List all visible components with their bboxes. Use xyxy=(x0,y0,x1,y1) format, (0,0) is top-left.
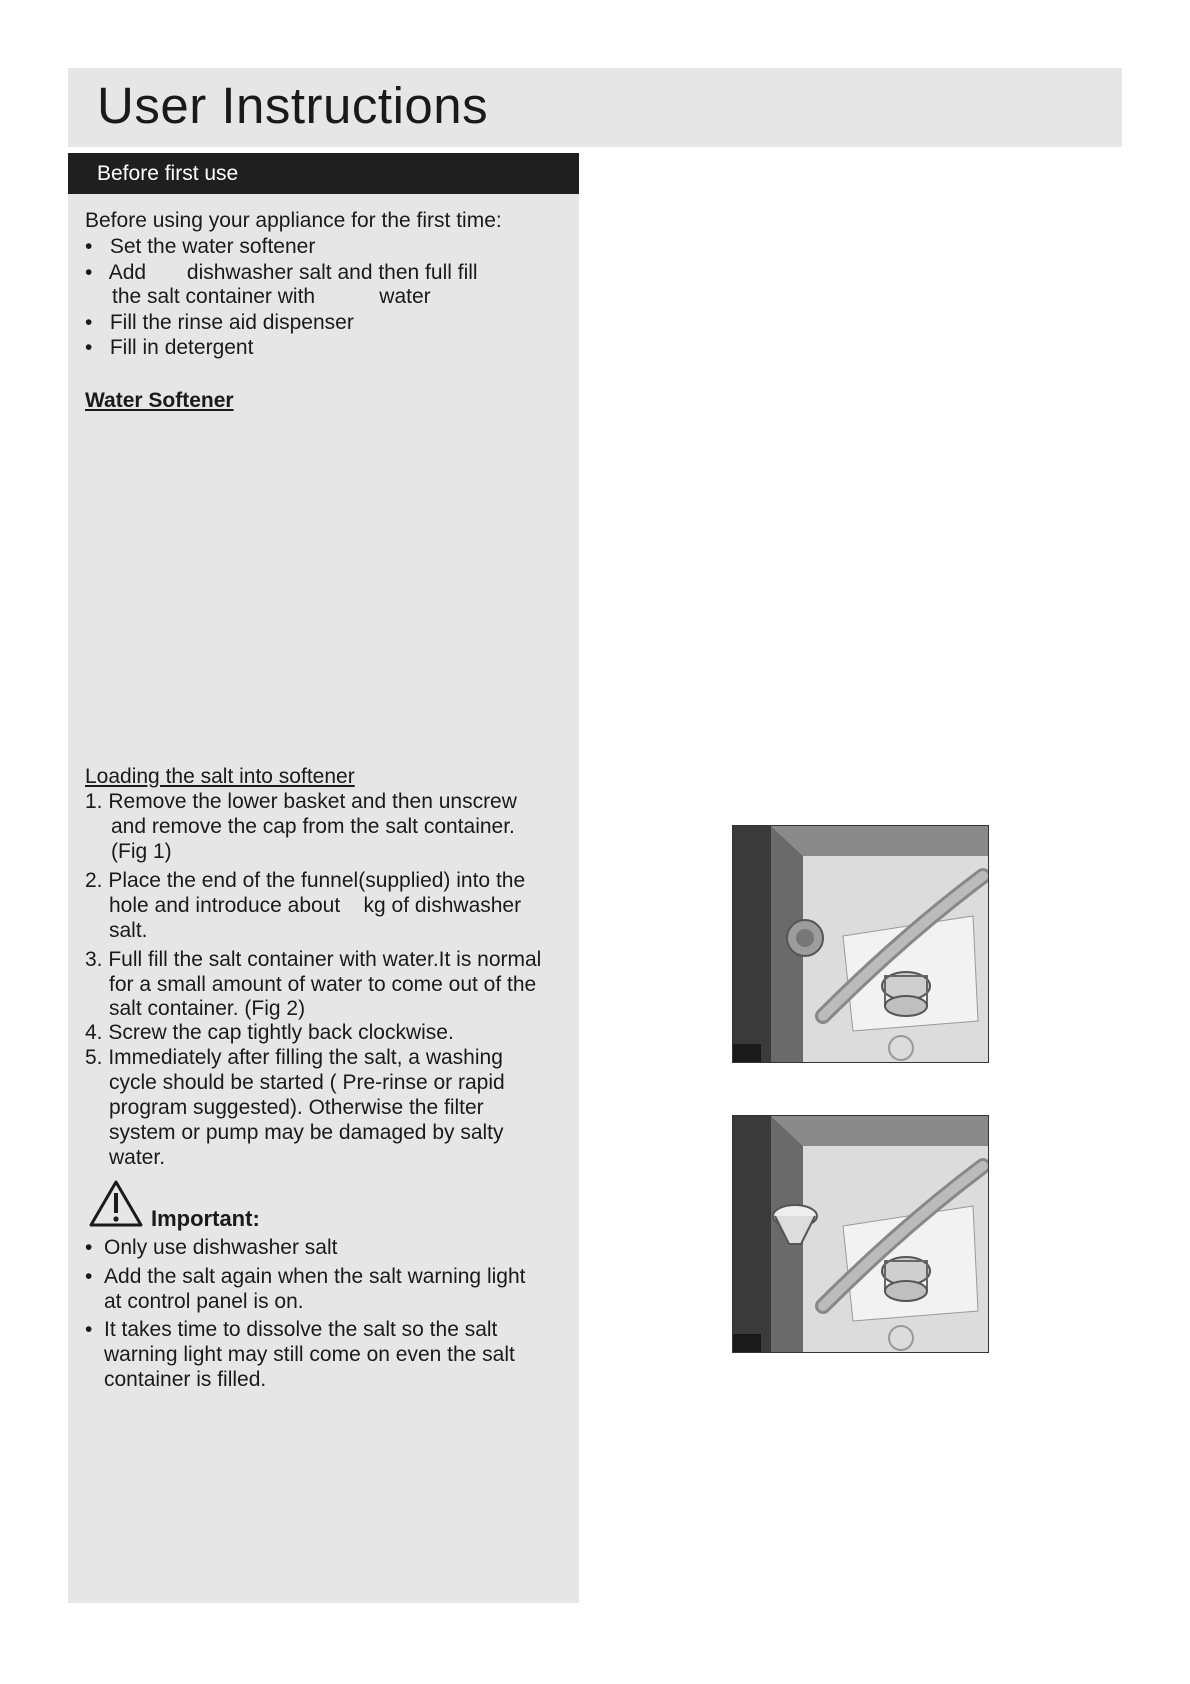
step-line: and remove the cap from the salt container. xyxy=(111,815,515,838)
bullet-item: • Add dishwasher salt and then full fill xyxy=(85,261,478,284)
important-item-continuation: at control panel is on. xyxy=(104,1290,304,1313)
important-item-continuation: container is filled. xyxy=(104,1368,267,1391)
figure-2-photo xyxy=(732,1115,989,1353)
figure-2-label-tag xyxy=(733,1334,761,1352)
step-line: cycle should be started ( Pre-rinse or rapid xyxy=(109,1071,505,1094)
bullet-item-continuation: the salt container with water xyxy=(112,285,431,308)
page-header xyxy=(68,68,1122,147)
bullet-item: • Set the water softener xyxy=(85,235,316,258)
step-line: 4. Screw the cap tightly back clockwise. xyxy=(85,1021,454,1044)
important-item: • Add the salt again when the salt warning light xyxy=(85,1265,526,1288)
step-line: hole and introduce about kg of dishwasher xyxy=(109,894,522,917)
figure-1-photo xyxy=(732,825,989,1063)
step-line: 3. Full fill the salt container with water.It is normal xyxy=(85,948,542,971)
instructions-column xyxy=(68,153,579,1603)
step-line: program suggested). Otherwise the filter xyxy=(109,1096,484,1119)
important-item: • Only use dishwasher salt xyxy=(85,1236,338,1259)
step-line: salt container. (Fig 2) xyxy=(109,997,306,1020)
section-title-bar xyxy=(68,153,579,194)
step-line: 5. Immediately after filling the salt, a washing xyxy=(85,1046,503,1069)
step-line: water. xyxy=(109,1146,166,1169)
salt-funnel-icon xyxy=(733,1116,988,1352)
figure-1-label-tag xyxy=(733,1044,761,1062)
step-line: system or pump may be damaged by salty xyxy=(109,1121,504,1144)
loading-heading: Loading the salt into softener xyxy=(85,765,355,788)
intro-lead: Before using your appliance for the first time: xyxy=(85,209,502,232)
important-title: Important: xyxy=(151,1206,260,1231)
bullet-item: • Fill in detergent xyxy=(85,336,254,359)
step-line: salt. xyxy=(109,919,148,942)
salt-container-cap-icon xyxy=(733,826,988,1062)
important-item-continuation: warning light may still come on even the salt xyxy=(104,1343,515,1366)
step-line: 2. Place the end of the funnel(supplied) into the xyxy=(85,869,526,892)
step-line: (Fig 1) xyxy=(111,840,172,863)
bullet-item: • Fill the rinse aid dispenser xyxy=(85,311,354,334)
section-title: Before first use xyxy=(97,162,239,185)
warning-icon xyxy=(88,1179,144,1229)
important-item: • It takes time to dissolve the salt so the salt xyxy=(85,1318,498,1341)
step-line: 1. Remove the lower basket and then unscrew xyxy=(85,790,517,813)
step-line: for a small amount of water to come out of the xyxy=(109,973,537,996)
page-title: User Instructions xyxy=(97,77,489,134)
water-softener-heading: Water Softener xyxy=(85,389,234,412)
